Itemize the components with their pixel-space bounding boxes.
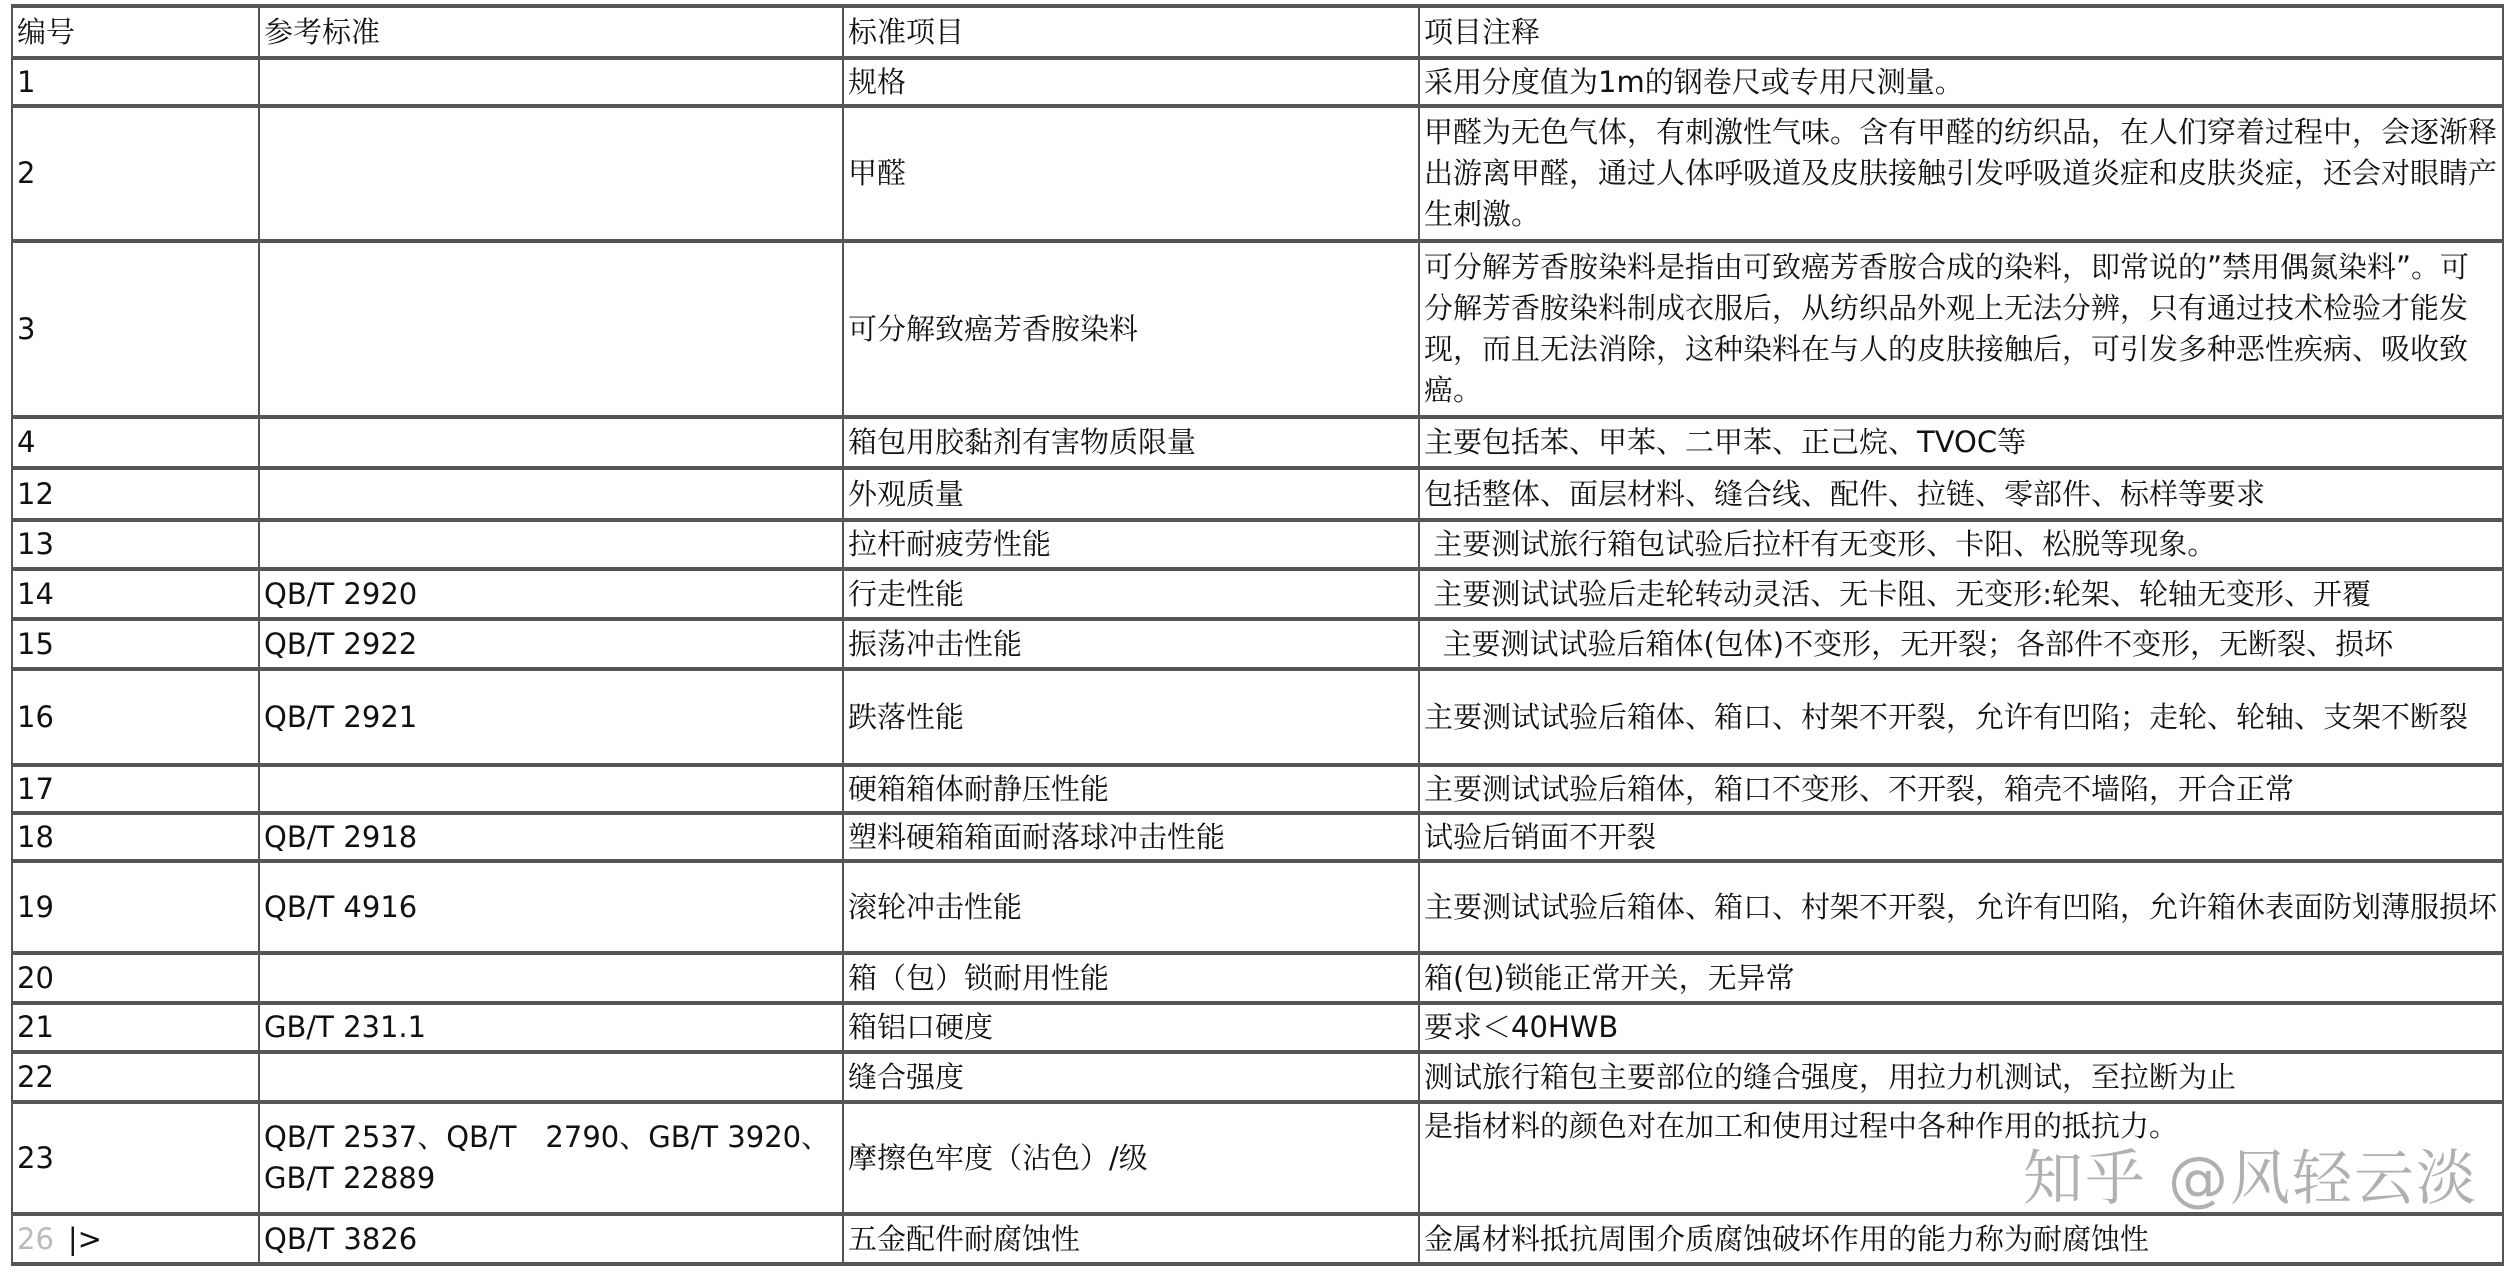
row-number: 1 [12, 58, 259, 106]
header-reference-standard: 参考标准 [259, 6, 843, 58]
header-number: 编号 [12, 6, 259, 58]
standard-item: 拉杆耐疲劳性能 [843, 520, 1419, 569]
row-number: 13 [12, 520, 259, 569]
reference-standard: QB/T 3826 [259, 1214, 843, 1264]
item-note: 要求＜40HWB [1419, 1003, 2503, 1052]
row-number: 3 [12, 241, 259, 417]
standard-item: 跌落性能 [843, 669, 1419, 765]
reference-standard [259, 1052, 843, 1102]
row-number: 14 [12, 569, 259, 619]
table-row [12, 1214, 2503, 1264]
table-row [12, 765, 2503, 813]
item-note: 测试旅行箱包主要部位的缝合强度，用拉力机测试，至拉断为止 [1419, 1052, 2503, 1102]
standard-item: 规格 [843, 58, 1419, 106]
item-note: 主要测试试验后箱体、箱口、村架不开裂，允许有凹陷，允许箱休表面防划薄服损坏 [1419, 861, 2503, 953]
standard-item: 箱包用胶黏剂有害物质限量 [843, 417, 1419, 468]
reference-standard: QB/T 2922 [259, 619, 843, 669]
standard-item: 可分解致癌芳香胺染料 [843, 241, 1419, 417]
row-number-text: 26 [17, 1221, 54, 1256]
row-number: 20 [12, 953, 259, 1003]
reference-standard [259, 468, 843, 520]
row-number: 17 [12, 765, 259, 813]
row-number: 18 [12, 813, 259, 861]
table-row [12, 1052, 2503, 1102]
header-standard-item: 标准项目 [843, 6, 1419, 58]
reference-standard: GB/T 231.1 [259, 1003, 843, 1052]
item-note: 主要测试试验后箱体，箱口不变形、不开裂，箱壳不墙陷，开合正常 [1419, 765, 2503, 813]
item-note: 金属材料抵抗周围介质腐蚀破坏作用的能力称为耐腐蚀性 [1419, 1214, 2503, 1264]
item-note: 主要测试试验后箱体(包体)不变形，无开裂；各部件不变形，无断裂、损坏 [1419, 619, 2503, 669]
standard-item: 硬箱箱体耐静压性能 [843, 765, 1419, 813]
row-number: 4 [12, 417, 259, 468]
reference-standard [259, 58, 843, 106]
item-note-text: 是指材料的颜色对在加工和使用过程中各种作用的抵抗力。 [1424, 1108, 2179, 1143]
row-number: 22 [12, 1052, 259, 1102]
table-row [12, 569, 2503, 619]
table-row [12, 813, 2503, 861]
item-note: 箱(包)锁能正常开关，无异常 [1419, 953, 2503, 1003]
item-note: 主要测试试验后箱体、箱口、村架不开裂，允许有凹陷；走轮、轮轴、支架不断裂 [1419, 669, 2503, 765]
table-row [12, 520, 2503, 569]
item-note: 采用分度值为1m的钢卷尺或专用尺测量。 [1419, 58, 2503, 106]
item-note: 主要包括苯、甲苯、二甲苯、正己烷、TVOC等 [1419, 417, 2503, 468]
reference-standard [259, 106, 843, 241]
table-row [12, 953, 2503, 1003]
table-row [12, 1102, 2503, 1214]
table-row [12, 417, 2503, 468]
standard-item: 塑料硬箱箱面耐落球冲击性能 [843, 813, 1419, 861]
standard-item: 行走性能 [843, 569, 1419, 619]
table-row [12, 241, 2503, 417]
row-number: 15 [12, 619, 259, 669]
reference-standard [259, 953, 843, 1003]
item-note: 主要测试旅行箱包试验后拉杆有无变形、卡阳、松脱等现象。 [1419, 520, 2503, 569]
row-number: 16 [12, 669, 259, 765]
table-row [12, 58, 2503, 106]
reference-standard: QB/T 2537、QB/T 2790、GB/T 3920、GB/T 22889 [259, 1102, 843, 1214]
row-number: 19 [12, 861, 259, 953]
table-row [12, 1003, 2503, 1052]
reference-standard [259, 417, 843, 468]
watermark: 知乎 @风轻云淡 [2022, 1143, 2478, 1214]
row-number: 21 [12, 1003, 259, 1052]
table-row [12, 861, 2503, 953]
header-row [12, 6, 2503, 58]
reference-standard [259, 520, 843, 569]
standard-item: 甲醛 [843, 106, 1419, 241]
standard-item: 缝合强度 [843, 1052, 1419, 1102]
row-number [12, 1214, 259, 1264]
table-row [12, 669, 2503, 765]
standard-item: 摩擦色牢度（沾色）/级 [843, 1102, 1419, 1214]
row-number-wrap [17, 1219, 254, 1260]
table-row [12, 468, 2503, 520]
item-note: 包括整体、面层材料、缝合线、配件、拉链、零部件、标样等要求 [1419, 468, 2503, 520]
standard-item: 五金配件耐腐蚀性 [843, 1214, 1419, 1264]
table-row [12, 106, 2503, 241]
reference-standard [259, 241, 843, 417]
reference-standard: QB/T 4916 [259, 861, 843, 953]
reference-standard: QB/T 2920 [259, 569, 843, 619]
standard-item: 箱铝口硬度 [843, 1003, 1419, 1052]
row-number: 2 [12, 106, 259, 241]
cursor-icon: |> [67, 1221, 102, 1256]
item-note: 试验后销面不开裂 [1419, 813, 2503, 861]
row-number: 12 [12, 468, 259, 520]
standards-table [11, 4, 2504, 1266]
standard-item: 箱（包）锁耐用性能 [843, 953, 1419, 1003]
standard-item: 外观质量 [843, 468, 1419, 520]
row-number: 23 [12, 1102, 259, 1214]
item-note: 甲醛为无色气体，有刺激性气味。含有甲醛的纺织品，在人们穿着过程中，会逐渐释出游离甲醛，通过人体呼吸道及皮肤接触引发呼吸道炎症和皮肤炎症，还会对眼睛产生刺激。 [1419, 106, 2503, 241]
standard-item: 振荡冲击性能 [843, 619, 1419, 669]
standard-item: 滚轮冲击性能 [843, 861, 1419, 953]
reference-standard [259, 765, 843, 813]
reference-standard: QB/T 2921 [259, 669, 843, 765]
item-note: 主要测试试验后走轮转动灵活、无卡阻、无变形:轮架、轮轴无变形、开覆 [1419, 569, 2503, 619]
header-item-notes: 项目注释 [1419, 6, 2503, 58]
item-note [1419, 1102, 2503, 1214]
reference-standard: QB/T 2918 [259, 813, 843, 861]
table-row [12, 619, 2503, 669]
item-note: 可分解芳香胺染料是指由可致癌芳香胺合成的染料，即常说的”禁用偶氮染料”。可分解芳香胺染料制成衣服后，从纺织品外观上无法分辨，只有通过技术检验才能发现，而且无法消除，这种染料在与人的皮肤接触后，可引发多种恶性疾病、吸收致癌。 [1419, 241, 2503, 417]
